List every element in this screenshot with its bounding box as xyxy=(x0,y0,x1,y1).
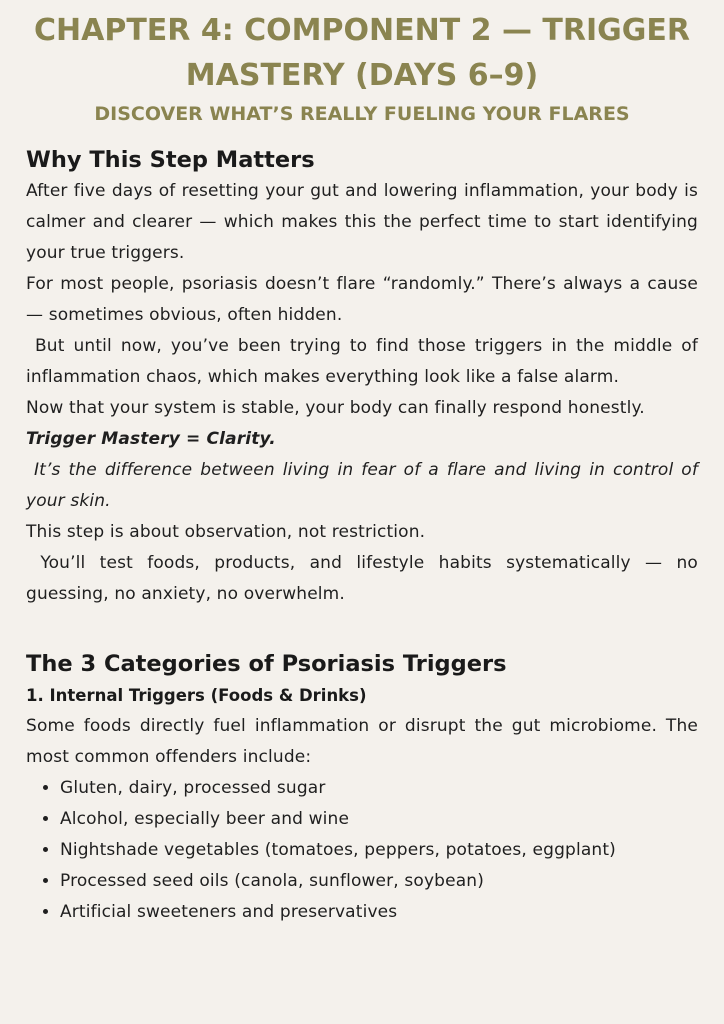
paragraph: For most people, psoriasis doesn’t flare “randomly.” There’s always a cause — sometimes obvious, often hidden. xyxy=(26,274,698,325)
subsection-heading-internal: 1. Internal Triggers (Foods & Drinks) xyxy=(26,686,367,705)
chapter-title: CHAPTER 4: COMPONENT 2 — TRIGGER MASTERY (DAYS 6–9) xyxy=(34,13,690,93)
list-item: • Alcohol, especially beer and wine xyxy=(60,804,698,835)
list-item: • Gluten, dairy, processed sugar xyxy=(60,773,698,804)
list-item: • Artificial sweeteners and preservatives xyxy=(60,897,698,928)
section-heading-categories: The 3 Categories of Psoriasis Triggers xyxy=(26,651,507,677)
paragraph: This step is about observation, not restriction. xyxy=(26,522,426,542)
trigger-list xyxy=(26,773,698,928)
chapter-subtitle: DISCOVER WHAT’S REALLY FUELING YOUR FLARES xyxy=(94,103,630,125)
section-heading-why: Why This Step Matters xyxy=(26,147,315,173)
paragraph: But until now, you’ve been trying to find those triggers in the middle of inflammation chaos, which makes everything look like a false alarm. xyxy=(26,336,704,387)
paragraph: After five days of resetting your gut and lowering inflammation, your body is calmer and clearer — which makes this the perfect time to start identifying your true triggers. xyxy=(26,181,698,263)
paragraph: Some foods directly fuel inflammation or disrupt the gut microbiome. The most common offenders include: xyxy=(26,716,698,767)
list-item: • Nightshade vegetables (tomatoes, peppers, potatoes, eggplant) xyxy=(60,835,698,866)
paragraph: You’ll test foods, products, and lifestyle habits systematically — no guessing, no anxiety, no overwhelm. xyxy=(26,553,704,604)
paragraph: Now that your system is stable, your body can finally respond honestly. xyxy=(26,398,645,418)
emphasis-line: Trigger Mastery = Clarity. xyxy=(26,429,276,449)
list-item: • Processed seed oils (canola, sunflower, soybean) xyxy=(60,866,698,897)
italic-paragraph: It’s the difference between living in fear of a flare and living in control of your skin. xyxy=(26,460,704,511)
